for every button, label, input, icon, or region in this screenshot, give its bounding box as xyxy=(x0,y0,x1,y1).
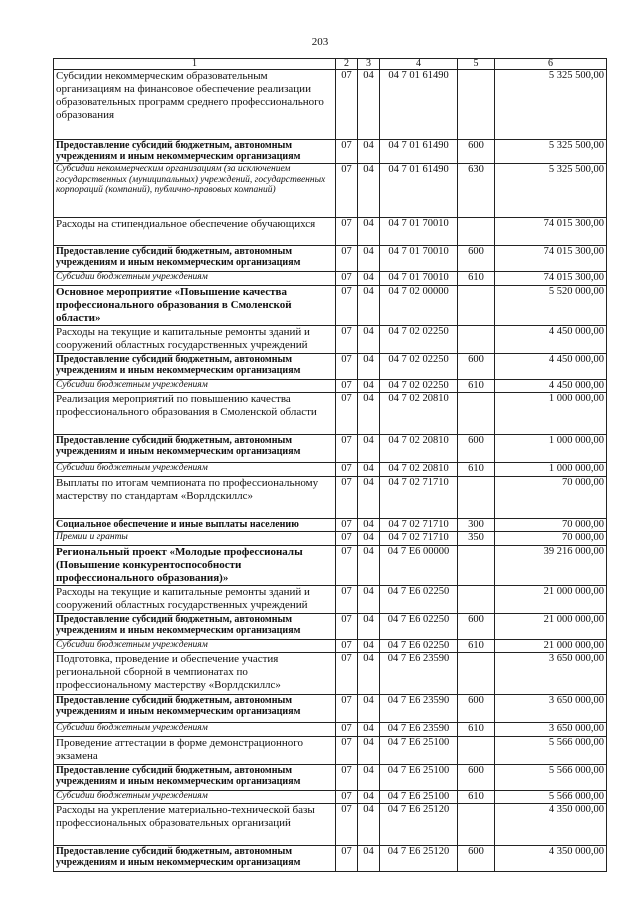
subsection-code-cell: 04 xyxy=(358,140,380,164)
table-row xyxy=(54,463,607,477)
amount-cell: 4 450 000,00 xyxy=(495,353,607,379)
row-name-cell: Региональный проект «Молодые профессионалы (Повышение конкурентоспособности профессионального образования)» xyxy=(54,545,336,585)
row-name-cell: Предоставление субсидий бюджетным, автономным учреждениям и иным некоммерческим организациям xyxy=(54,764,336,790)
amount-cell: 74 015 300,00 xyxy=(495,218,607,246)
expense-type-cell xyxy=(458,285,495,325)
column-header: 1 xyxy=(54,59,336,70)
table-row xyxy=(54,272,607,286)
target-article-cell: 04 7 02 71710 xyxy=(380,476,458,518)
expense-type-cell: 630 xyxy=(458,164,495,218)
subsection-code-cell: 04 xyxy=(358,70,380,140)
section-code-cell: 07 xyxy=(336,790,358,804)
row-name-cell: Субсидии бюджетным учреждениям xyxy=(54,463,336,477)
target-article-cell: 04 7 01 61490 xyxy=(380,164,458,218)
target-article-cell: 04 7 02 02250 xyxy=(380,379,458,393)
amount-cell: 4 450 000,00 xyxy=(495,325,607,353)
section-code-cell: 07 xyxy=(336,379,358,393)
amount-cell: 4 350 000,00 xyxy=(495,846,607,872)
section-code-cell: 07 xyxy=(336,804,358,846)
table-row xyxy=(54,653,607,695)
section-code-cell: 07 xyxy=(336,846,358,872)
row-name-cell: Субсидии бюджетным учреждениям xyxy=(54,639,336,653)
section-code-cell: 07 xyxy=(336,653,358,695)
column-header: 6 xyxy=(495,59,607,70)
table-row xyxy=(54,325,607,353)
table-row xyxy=(54,476,607,518)
subsection-code-cell: 04 xyxy=(358,518,380,532)
target-article-cell: 04 7 01 70010 xyxy=(380,246,458,272)
target-article-cell: 04 7 E6 00000 xyxy=(380,545,458,585)
target-article-cell: 04 7 02 71710 xyxy=(380,518,458,532)
row-name-cell: Субсидии бюджетным учреждениям xyxy=(54,790,336,804)
table-row xyxy=(54,764,607,790)
table-row xyxy=(54,70,607,140)
target-article-cell: 04 7 E6 02250 xyxy=(380,613,458,639)
table-row xyxy=(54,435,607,463)
column-header: 2 xyxy=(336,59,358,70)
target-article-cell: 04 7 E6 25120 xyxy=(380,846,458,872)
subsection-code-cell: 04 xyxy=(358,435,380,463)
expense-type-cell: 610 xyxy=(458,463,495,477)
expense-type-cell xyxy=(458,70,495,140)
section-code-cell: 07 xyxy=(336,545,358,585)
row-name-cell: Предоставление субсидий бюджетным, автономным учреждениям и иным некоммерческим организациям xyxy=(54,846,336,872)
row-name-cell: Предоставление субсидий бюджетным, автономным учреждениям и иным некоммерческим организациям xyxy=(54,353,336,379)
table-row xyxy=(54,353,607,379)
subsection-code-cell: 04 xyxy=(358,790,380,804)
expense-type-cell xyxy=(458,393,495,435)
row-name-cell: Расходы на укрепление материально-технической базы профессиональных образовательных организаций xyxy=(54,804,336,846)
row-name-cell: Премии и гранты xyxy=(54,532,336,546)
column-header: 4 xyxy=(380,59,458,70)
table-row xyxy=(54,393,607,435)
target-article-cell: 04 7 01 70010 xyxy=(380,218,458,246)
subsection-code-cell: 04 xyxy=(358,764,380,790)
table-row xyxy=(54,790,607,804)
expense-type-cell: 600 xyxy=(458,246,495,272)
expense-type-cell: 610 xyxy=(458,790,495,804)
amount-cell: 1 000 000,00 xyxy=(495,435,607,463)
amount-cell: 70 000,00 xyxy=(495,476,607,518)
table-header-row xyxy=(54,59,607,70)
target-article-cell: 04 7 E6 25100 xyxy=(380,736,458,764)
table-row xyxy=(54,639,607,653)
amount-cell: 70 000,00 xyxy=(495,532,607,546)
row-name-cell: Субсидии бюджетным учреждениям xyxy=(54,272,336,286)
target-article-cell: 04 7 E6 23590 xyxy=(380,723,458,737)
section-code-cell: 07 xyxy=(336,285,358,325)
target-article-cell: 04 7 02 20810 xyxy=(380,393,458,435)
section-code-cell: 07 xyxy=(336,325,358,353)
expense-type-cell: 300 xyxy=(458,518,495,532)
amount-cell: 3 650 000,00 xyxy=(495,695,607,723)
expense-type-cell: 610 xyxy=(458,723,495,737)
target-article-cell: 04 7 02 20810 xyxy=(380,463,458,477)
section-code-cell: 07 xyxy=(336,695,358,723)
row-name-cell: Субсидии некоммерческим образовательным организациям на финансовое обеспечение реализации образовательных программ среднего профессионального образования xyxy=(54,70,336,140)
subsection-code-cell: 04 xyxy=(358,164,380,218)
subsection-code-cell: 04 xyxy=(358,736,380,764)
amount-cell: 5 325 500,00 xyxy=(495,70,607,140)
section-code-cell: 07 xyxy=(336,140,358,164)
section-code-cell: 07 xyxy=(336,736,358,764)
expense-type-cell: 600 xyxy=(458,764,495,790)
target-article-cell: 04 7 E6 23590 xyxy=(380,653,458,695)
column-header: 3 xyxy=(358,59,380,70)
row-name-cell: Предоставление субсидий бюджетным, автономным учреждениям и иным некоммерческим организациям xyxy=(54,613,336,639)
subsection-code-cell: 04 xyxy=(358,379,380,393)
amount-cell: 5 520 000,00 xyxy=(495,285,607,325)
amount-cell: 3 650 000,00 xyxy=(495,653,607,695)
subsection-code-cell: 04 xyxy=(358,463,380,477)
target-article-cell: 04 7 E6 23590 xyxy=(380,695,458,723)
amount-cell: 3 650 000,00 xyxy=(495,723,607,737)
expense-type-cell xyxy=(458,653,495,695)
section-code-cell: 07 xyxy=(336,476,358,518)
section-code-cell: 07 xyxy=(336,218,358,246)
amount-cell: 21 000 000,00 xyxy=(495,613,607,639)
target-article-cell: 04 7 02 02250 xyxy=(380,325,458,353)
table-row xyxy=(54,695,607,723)
table-row xyxy=(54,532,607,546)
expense-type-cell: 600 xyxy=(458,435,495,463)
subsection-code-cell: 04 xyxy=(358,272,380,286)
section-code-cell: 07 xyxy=(336,272,358,286)
subsection-code-cell: 04 xyxy=(358,545,380,585)
section-code-cell: 07 xyxy=(336,463,358,477)
table-row xyxy=(54,140,607,164)
row-name-cell: Расходы на стипендиальное обеспечение обучающихся xyxy=(54,218,336,246)
target-article-cell: 04 7 02 71710 xyxy=(380,532,458,546)
table-row xyxy=(54,285,607,325)
section-code-cell: 07 xyxy=(336,723,358,737)
target-article-cell: 04 7 01 61490 xyxy=(380,70,458,140)
column-header: 5 xyxy=(458,59,495,70)
amount-cell: 5 325 500,00 xyxy=(495,140,607,164)
section-code-cell: 07 xyxy=(336,532,358,546)
expense-type-cell: 600 xyxy=(458,140,495,164)
subsection-code-cell: 04 xyxy=(358,532,380,546)
amount-cell: 5 325 500,00 xyxy=(495,164,607,218)
subsection-code-cell: 04 xyxy=(358,639,380,653)
row-name-cell: Расходы на текущие и капитальные ремонты зданий и сооружений областных государственных учреждений xyxy=(54,585,336,613)
expense-type-cell xyxy=(458,325,495,353)
section-code-cell: 07 xyxy=(336,393,358,435)
subsection-code-cell: 04 xyxy=(358,613,380,639)
section-code-cell: 07 xyxy=(336,518,358,532)
expense-type-cell: 350 xyxy=(458,532,495,546)
subsection-code-cell: 04 xyxy=(358,246,380,272)
subsection-code-cell: 04 xyxy=(358,846,380,872)
amount-cell: 39 216 000,00 xyxy=(495,545,607,585)
expense-type-cell: 610 xyxy=(458,272,495,286)
expense-type-cell: 600 xyxy=(458,613,495,639)
target-article-cell: 04 7 E6 02250 xyxy=(380,585,458,613)
subsection-code-cell: 04 xyxy=(358,695,380,723)
subsection-code-cell: 04 xyxy=(358,393,380,435)
section-code-cell: 07 xyxy=(336,435,358,463)
amount-cell: 21 000 000,00 xyxy=(495,585,607,613)
table-row xyxy=(54,804,607,846)
amount-cell: 74 015 300,00 xyxy=(495,246,607,272)
amount-cell: 1 000 000,00 xyxy=(495,393,607,435)
subsection-code-cell: 04 xyxy=(358,325,380,353)
row-name-cell: Основное мероприятие «Повышение качества профессионального образования в Смоленской области» xyxy=(54,285,336,325)
expense-type-cell xyxy=(458,804,495,846)
section-code-cell: 07 xyxy=(336,639,358,653)
row-name-cell: Предоставление субсидий бюджетным, автономным учреждениям и иным некоммерческим организациям xyxy=(54,140,336,164)
expense-type-cell xyxy=(458,585,495,613)
target-article-cell: 04 7 E6 02250 xyxy=(380,639,458,653)
row-name-cell: Предоставление субсидий бюджетным, автономным учреждениям и иным некоммерческим организациям xyxy=(54,695,336,723)
expense-type-cell: 600 xyxy=(458,695,495,723)
table-row xyxy=(54,723,607,737)
row-name-cell: Субсидии некоммерческим организациям (за исключением государственных (муниципальных) учреждений, государственных корпораций (компаний), публично-правовых компаний) xyxy=(54,164,336,218)
amount-cell: 5 566 000,00 xyxy=(495,790,607,804)
section-code-cell: 07 xyxy=(336,585,358,613)
table-row xyxy=(54,545,607,585)
subsection-code-cell: 04 xyxy=(358,285,380,325)
subsection-code-cell: 04 xyxy=(358,804,380,846)
row-name-cell: Реализация мероприятий по повышению качества профессионального образования в Смоленской области xyxy=(54,393,336,435)
expense-type-cell xyxy=(458,476,495,518)
row-name-cell: Расходы на текущие и капитальные ремонты зданий и сооружений областных государственных учреждений xyxy=(54,325,336,353)
page-number: 203 xyxy=(311,36,329,48)
target-article-cell: 04 7 02 02250 xyxy=(380,353,458,379)
row-name-cell: Предоставление субсидий бюджетным, автономным учреждениям и иным некоммерческим организациям xyxy=(54,435,336,463)
table-row xyxy=(54,613,607,639)
table-row xyxy=(54,585,607,613)
expense-type-cell: 610 xyxy=(458,379,495,393)
subsection-code-cell: 04 xyxy=(358,353,380,379)
expense-type-cell xyxy=(458,736,495,764)
amount-cell: 70 000,00 xyxy=(495,518,607,532)
row-name-cell: Субсидии бюджетным учреждениям xyxy=(54,723,336,737)
target-article-cell: 04 7 02 20810 xyxy=(380,435,458,463)
amount-cell: 74 015 300,00 xyxy=(495,272,607,286)
row-name-cell: Выплаты по итогам чемпионата по профессиональному мастерству по стандартам «Ворлдскиллс» xyxy=(54,476,336,518)
section-code-cell: 07 xyxy=(336,246,358,272)
row-name-cell: Подготовка, проведение и обеспечение участия региональной сборной в чемпионатах по профессиональному мастерству «Ворлдскиллс» xyxy=(54,653,336,695)
target-article-cell: 04 7 01 70010 xyxy=(380,272,458,286)
expense-type-cell xyxy=(458,545,495,585)
target-article-cell: 04 7 E6 25120 xyxy=(380,804,458,846)
expense-type-cell xyxy=(458,218,495,246)
table-row xyxy=(54,246,607,272)
row-name-cell: Социальное обеспечение и иные выплаты населению xyxy=(54,518,336,532)
amount-cell: 4 450 000,00 xyxy=(495,379,607,393)
table-row xyxy=(54,518,607,532)
table-row xyxy=(54,164,607,218)
subsection-code-cell: 04 xyxy=(358,723,380,737)
amount-cell: 5 566 000,00 xyxy=(495,764,607,790)
amount-cell: 1 000 000,00 xyxy=(495,463,607,477)
section-code-cell: 07 xyxy=(336,70,358,140)
subsection-code-cell: 04 xyxy=(358,653,380,695)
budget-table xyxy=(53,58,607,872)
expense-type-cell: 600 xyxy=(458,846,495,872)
row-name-cell: Субсидии бюджетным учреждениям xyxy=(54,379,336,393)
amount-cell: 5 566 000,00 xyxy=(495,736,607,764)
subsection-code-cell: 04 xyxy=(358,585,380,613)
table-row xyxy=(54,379,607,393)
subsection-code-cell: 04 xyxy=(358,476,380,518)
target-article-cell: 04 7 E6 25100 xyxy=(380,764,458,790)
row-name-cell: Предоставление субсидий бюджетным, автономным учреждениям и иным некоммерческим организациям xyxy=(54,246,336,272)
table-body xyxy=(54,70,607,872)
table-row xyxy=(54,218,607,246)
target-article-cell: 04 7 01 61490 xyxy=(380,140,458,164)
expense-type-cell: 610 xyxy=(458,639,495,653)
amount-cell: 21 000 000,00 xyxy=(495,639,607,653)
table-row xyxy=(54,736,607,764)
target-article-cell: 04 7 E6 25100 xyxy=(380,790,458,804)
section-code-cell: 07 xyxy=(336,353,358,379)
amount-cell: 4 350 000,00 xyxy=(495,804,607,846)
section-code-cell: 07 xyxy=(336,164,358,218)
section-code-cell: 07 xyxy=(336,764,358,790)
target-article-cell: 04 7 02 00000 xyxy=(380,285,458,325)
subsection-code-cell: 04 xyxy=(358,218,380,246)
row-name-cell: Проведение аттестации в форме демонстрационного экзамена xyxy=(54,736,336,764)
section-code-cell: 07 xyxy=(336,613,358,639)
table-row xyxy=(54,846,607,872)
expense-type-cell: 600 xyxy=(458,353,495,379)
